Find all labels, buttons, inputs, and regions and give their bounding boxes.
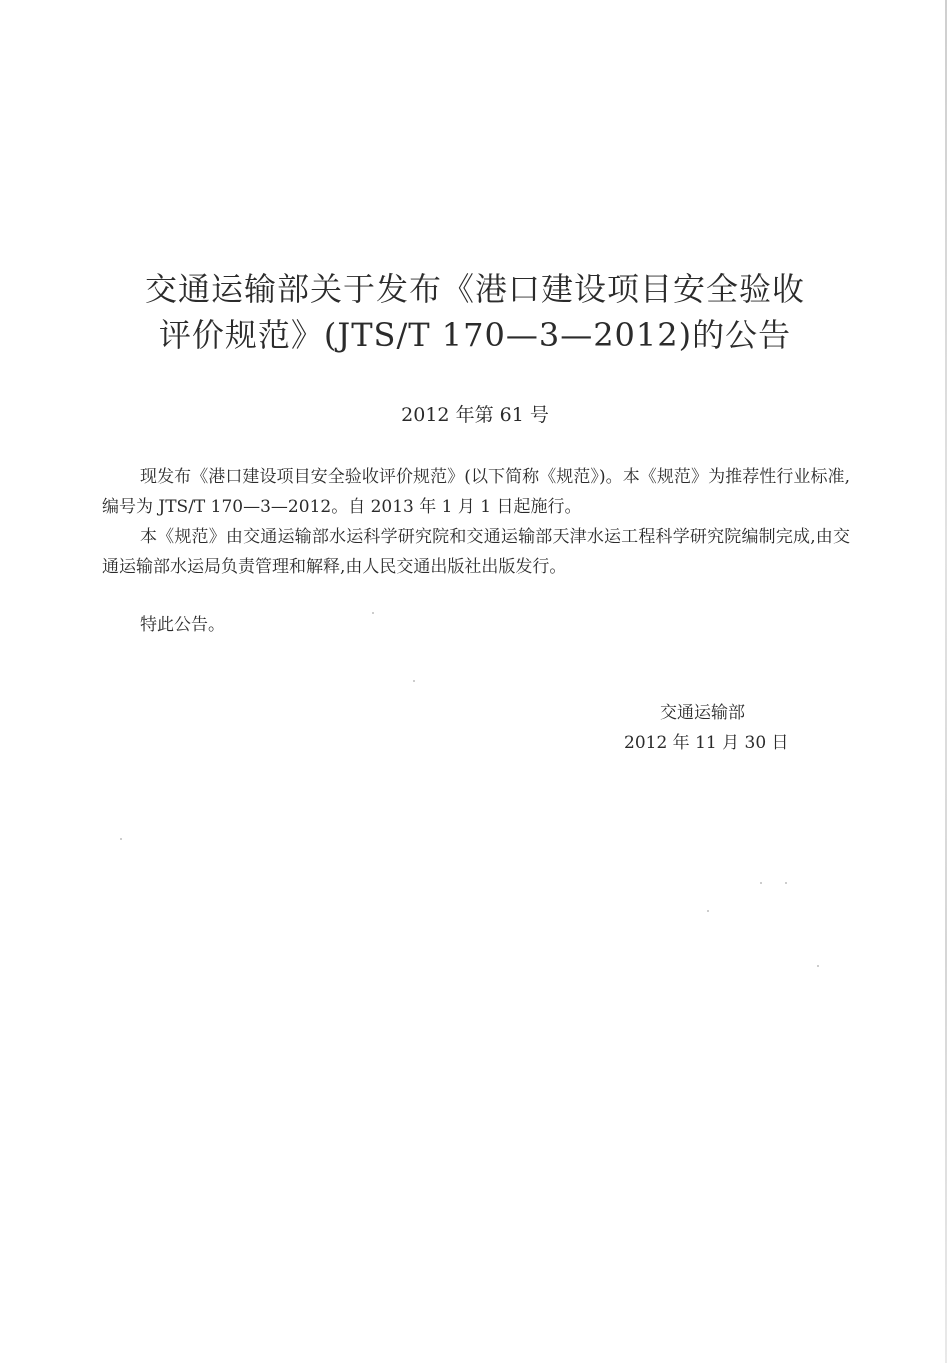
closing-remark: 特此公告。 [140,615,225,635]
announcement-title [0,266,950,358]
scan-speck [785,882,787,884]
scan-speck [817,965,819,967]
scan-speck [120,838,122,840]
document-number: 2012 年第 61 号 [401,404,549,426]
announcement-body [102,462,850,582]
scan-speck [413,680,415,682]
scan-speck [760,882,762,884]
scan-speck [707,910,709,912]
signature-date: 2012 年 11 月 30 日 [624,733,789,753]
scan-speck [372,612,374,614]
body-paragraph-2: 本《规范》由交通运输部水运科学研究院和交通运输部天津水运工程科学研究院编制完成,由交通运输部水运局负责管理和解释,由人民交通出版社出版发行。 [102,527,850,577]
signature-organization: 交通运输部 [660,703,745,723]
title-line-1: 交通运输部关于发布《港口建设项目安全验收 [144,270,805,308]
page-edge-shadow [945,0,947,1363]
signature-block [600,698,820,758]
body-paragraph-1: 现发布《港口建设项目安全验收评价规范》(以下简称《规范》)。本《规范》为推荐性行业标准,编号为 JTS/T 170—3—2012。自 2013 年 1 月 1 日起施行。 [102,467,850,517]
title-line-2: 评价规范》(JTS/T 170—3—2012)的公告 [158,316,792,354]
